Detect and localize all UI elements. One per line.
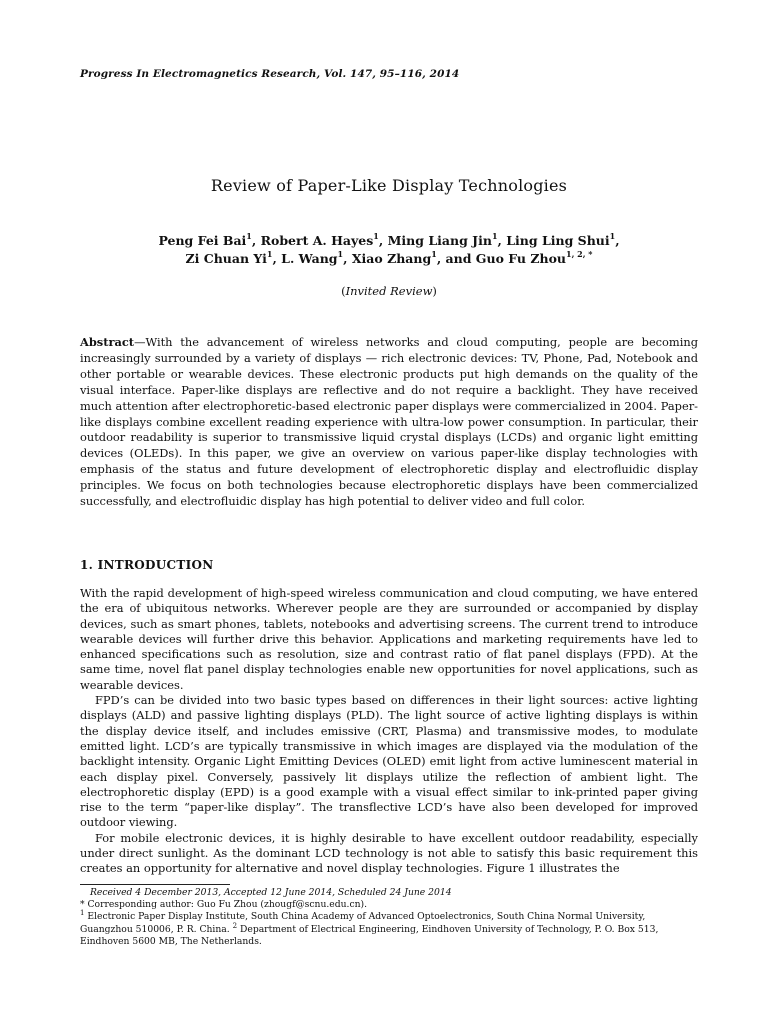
body-text	[80, 586, 698, 877]
article-type-label: Invited Review	[345, 284, 433, 298]
author-name: L. Wang	[281, 251, 338, 266]
author-name: Xiao Zhang	[351, 251, 432, 266]
affiliation-mark: 1	[431, 248, 437, 259]
affiliation-note	[80, 911, 698, 948]
author-name: Peng Fei Bai	[158, 233, 247, 248]
author-name: Zi Chuan Yi	[185, 251, 267, 266]
footnote-mark: 2	[232, 921, 238, 930]
author-list: Peng Fei Bai$^1$, Robert A. Hayes$^1$, Ming Liang Jin$^1$, Ling Ling Shui$^1$, Zi Chuan Yi$^1$, L. Wang$^1$, Xiao Zhang$^1$, and Guo Fu Zhou$^{1, 2, *}$	[158, 230, 620, 266]
footnote-text: Electronic Paper Display Institute, South China Academy of Advanced Optoelectronics, South China Normal University, Guangzhou 510006, P. R. China.	[80, 911, 646, 935]
abstract-label: Abstract	[80, 335, 135, 349]
affiliation-mark: 1	[337, 248, 344, 259]
affiliation-mark: 1	[246, 230, 252, 241]
footnote-text: Department of Electrical Engineering, Eindhoven University of Technology, P. O. Box 513, Eindhoven 5600 MB, The Netherlands.	[80, 923, 659, 947]
paragraph: For mobile electronic devices, it is highly desirable to have excellent outdoor readability, especially under direct sunlight. As the dominant LCD technology is not able to satisfy this basic requirement this creates an opportunity for alternative and novel display technologies. Figure 1 illustrates the	[80, 830, 698, 876]
affiliation-mark: 1, 2, *	[566, 248, 593, 259]
article-type: (Invited Review)	[341, 284, 437, 298]
received-dates: Received 4 December 2013, Accepted 12 June 2014, Scheduled 24 June 2014	[90, 887, 452, 898]
footnote-mark: 1	[80, 909, 85, 918]
author-name: Ming Liang Jin	[387, 233, 492, 248]
footnote-rule	[80, 884, 230, 885]
affiliation-mark: 1	[609, 230, 616, 241]
paper-title: Review of Paper-Like Display Technologies	[210, 176, 568, 195]
abstract	[80, 335, 698, 510]
abstract-text: —With the advancement of wireless networks and cloud computing, people are becoming increasingly surrounded by a variety of displays — rich electronic devices: TV, Phone, Pad, Notebook and other portable or wearable devices. These electronic products put high demands on the quality of the visual interface. Paper-like displays are reflective and do not require a backlight. They have received much attention after electrophoretic-based electronic paper displays were commercialized in 2004. Paper-like displays combine excellent reading experience with ultra-low power consumption. In particular, their outdoor readability is superior to transmissive liquid crystal displays (LCDs) and organic light emitting devices (OLEDs). In this paper, we give an overview on various paper-like display technologies with emphasis of the status and future development of electrophoretic display and electrofluidic display principles. We focus on both technologies because electrophoretic displays have been commercialized successfully, and electrofluidic display has high potential to deliver video and full color.	[80, 335, 698, 509]
paragraph: With the rapid development of high-speed wireless communication and cloud computing, we have entered the era of ubiquitous networks. Wherever people are they are surrounded or accompanied by display devices, such as smart phones, tablets, notebooks and advertising screens. The current trend to introduce wearable devices will further drive this behavior. Applications and marketing requirements have led to enhanced specifications such as resolution, size and contrast ratio of flat panel displays (FPD). At the same time, novel flat panel display technologies enable new opportunities for novel applications, such as wearable devices.	[80, 586, 698, 692]
footnotes	[80, 884, 698, 948]
author-name: Ling Ling Shui	[506, 233, 610, 248]
affiliation-mark: 1	[373, 230, 379, 241]
footnote-text: Corresponding author: Guo Fu Zhou (zhougf@scnu.edu.cn).	[87, 899, 368, 911]
footnote-mark: *	[80, 899, 85, 911]
journal-citation: Progress In Electromagnetics Research, Vol. 147, 95–116, 2014	[80, 68, 460, 80]
author-name: Robert A. Hayes	[260, 233, 374, 248]
author-name: and Guo Fu Zhou	[445, 251, 566, 266]
paragraph: FPD’s can be divided into two basic types based on differences in their light sources: active lighting displays (ALD) and passive lighting displays (PLD). The light source of active lighting displays is within the display device itself, and includes emissive (CRT, Plasma) and transmissive modes, to modulate emitted light. LCD’s are typically transmissive in which images are displayed via the modulation of the backlight intensity. Organic Light Emitting Devices (OLED) emit light from active luminescent material in each display pixel. Conversely, passively lit displays utilize the reflection of ambient light. The electrophoretic display (EPD) is a good example with a visual effect similar to ink-printed paper giving rise to the term “paper-like display”. The transflective LCD’s have also been developed for improved outdoor viewing.	[80, 693, 698, 830]
corresponding-author-note	[80, 899, 698, 911]
section-heading: 1. INTRODUCTION	[80, 558, 214, 572]
affiliation-mark: 1	[491, 230, 498, 241]
affiliation-mark: 1	[266, 248, 273, 259]
